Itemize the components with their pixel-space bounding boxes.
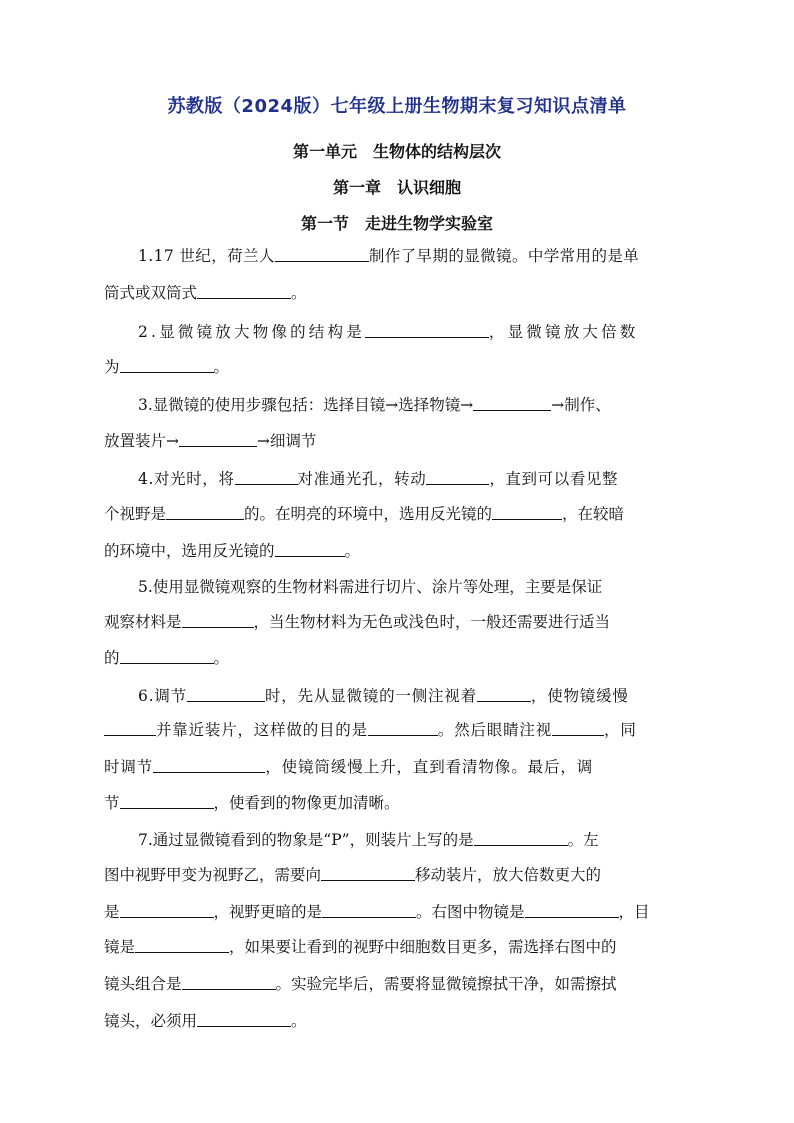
document-title: 苏教版（2024版）七年级上册生物期末复习知识点清单 — [167, 96, 627, 117]
answer-blank — [426, 469, 489, 485]
text-segment: 时调节 — [104, 758, 154, 776]
text-segment: 镜头组合是 — [104, 975, 182, 993]
answer-blank — [525, 902, 619, 918]
text-segment: 7.通过显微镜看到的物象是“P”，则装片上写的是 — [138, 831, 474, 849]
answer-blank — [120, 793, 214, 809]
text-segment: 。实验完毕后，需要将显微镜擦拭干净，如需擦拭 — [275, 975, 617, 993]
answer-blank — [187, 686, 265, 702]
text-segment: ，直到可以看见整 — [489, 470, 619, 488]
text-segment: 的环境中，选用反光镜的 — [104, 542, 275, 560]
answer-blank — [474, 830, 568, 846]
text-segment: 为 — [104, 358, 120, 376]
answer-blank — [275, 246, 369, 262]
text-segment: ，在较暗 — [562, 505, 625, 523]
question-2-line-2 — [104, 357, 698, 377]
question-7-line-2 — [104, 865, 698, 885]
text-segment: →制作、 — [551, 396, 611, 414]
text-segment: 4.对光时，将 — [138, 470, 235, 488]
text-segment: ，当生物材料为无色或浅色时，一般还需要进行适当 — [253, 613, 611, 631]
answer-blank — [120, 648, 214, 664]
text-segment: 图中视野甲变为视野乙，需要向 — [104, 866, 322, 884]
answer-blank — [197, 283, 291, 299]
text-segment: 观察材料是 — [104, 613, 182, 631]
question-6-line-4 — [104, 793, 698, 813]
text-segment: 时，先从显微镜的一侧注视着 — [265, 687, 477, 705]
question-3-line-1 — [138, 395, 698, 415]
text-segment: 制作了早期的显微镜。中学常用的是单 — [368, 247, 640, 265]
text-segment: ，显微镜放大倍数 — [488, 323, 639, 341]
text-segment: 3.显微镜的使用步骤包括：选择目镜→选择物镜→ — [138, 396, 474, 414]
text-segment: 。 — [291, 1012, 307, 1030]
text-segment: ，使物镜缓慢 — [530, 687, 629, 705]
question-6-line-3 — [104, 757, 698, 777]
question-2-line-1 — [138, 322, 698, 342]
answer-blank — [365, 322, 489, 338]
text-segment: 的 — [104, 649, 120, 667]
answer-blank — [477, 686, 531, 702]
question-6-line-2 — [104, 720, 698, 740]
answer-blank — [166, 504, 244, 520]
text-segment: 1.17 世纪，荷兰人 — [138, 247, 275, 265]
answer-blank — [135, 937, 229, 953]
text-segment: 。 — [344, 542, 361, 560]
text-segment: 个视野是 — [104, 505, 167, 523]
text-segment: 对准通光孔，转动 — [297, 470, 427, 488]
answer-blank — [153, 757, 265, 773]
answer-blank — [179, 431, 257, 447]
answer-blank — [368, 720, 438, 736]
text-segment: 。然后眼睛注视 — [437, 721, 553, 739]
answer-blank — [473, 395, 551, 411]
answer-blank — [120, 357, 214, 373]
text-segment: 并靠近装片，这样做的目的是 — [156, 721, 368, 739]
question-5-line-2 — [104, 612, 698, 632]
question-4-line-2 — [104, 504, 698, 524]
text-segment: 放置装片→ — [104, 432, 179, 450]
answer-blank — [235, 469, 298, 485]
text-segment: ，目 — [618, 903, 650, 921]
text-segment: ，视野更暗的是 — [213, 903, 323, 921]
answer-blank — [104, 720, 156, 736]
text-segment: 筒式或双筒式 — [104, 284, 198, 302]
text-segment: 的。在明亮的环境中，选用反光镜的 — [244, 505, 493, 523]
answer-blank — [321, 865, 415, 881]
answer-blank — [120, 902, 214, 918]
answer-blank — [182, 974, 276, 990]
question-7-line-5 — [104, 974, 698, 994]
text-segment: ，同 — [604, 721, 637, 739]
answer-blank — [182, 612, 254, 628]
answer-blank — [492, 504, 562, 520]
question-7-line-1 — [138, 830, 698, 850]
text-segment: 。 — [213, 649, 230, 667]
answer-blank — [552, 720, 604, 736]
text-segment: 。右图中物镜是 — [416, 903, 525, 921]
text-segment: 镜头，必须用 — [104, 1012, 198, 1030]
text-segment: 节 — [104, 794, 120, 812]
section-heading: 第一节 走进生物学实验室 — [300, 214, 493, 233]
answer-blank — [275, 541, 345, 557]
text-segment: 移动装片，放大倍数更大的 — [415, 866, 602, 884]
text-segment: ，使看到的物像更加清晰。 — [213, 794, 400, 812]
question-1-line-1 — [138, 246, 698, 266]
question-5-line-1 — [138, 577, 698, 597]
text-segment: 。 — [291, 284, 307, 302]
text-segment: 5.使用显微镜观察的生物材料需进行切片、涂片等处理，主要是保证 — [138, 578, 603, 596]
question-3-line-2 — [104, 431, 698, 451]
answer-blank — [322, 902, 416, 918]
question-7-line-3 — [104, 902, 698, 922]
unit-heading: 第一单元 生物体的结构层次 — [292, 142, 501, 161]
text-segment: 6.调节 — [138, 687, 187, 705]
text-segment: 。左 — [567, 831, 599, 849]
question-7-line-4 — [104, 937, 698, 957]
chapter-heading: 第一章 认识细胞 — [332, 178, 461, 197]
question-4-line-1 — [138, 469, 698, 489]
text-segment: 2.显微镜放大物像的结构是 — [138, 323, 365, 341]
question-7-line-6 — [104, 1011, 698, 1031]
question-1-line-2 — [104, 283, 698, 303]
question-4-line-3 — [104, 541, 698, 561]
text-segment: ，使镜筒缓慢上升，直到看清物像。最后，调 — [265, 758, 594, 776]
question-6-line-1 — [138, 686, 698, 706]
text-segment: →细调节 — [257, 432, 317, 450]
text-segment: 是 — [104, 903, 120, 921]
text-segment: 镜是 — [104, 938, 136, 956]
text-segment: 。 — [213, 358, 230, 376]
text-segment: ，如果要让看到的视野中细胞数目更多，需选择右图中的 — [229, 938, 617, 956]
question-5-line-3 — [104, 648, 698, 668]
answer-blank — [197, 1011, 291, 1027]
